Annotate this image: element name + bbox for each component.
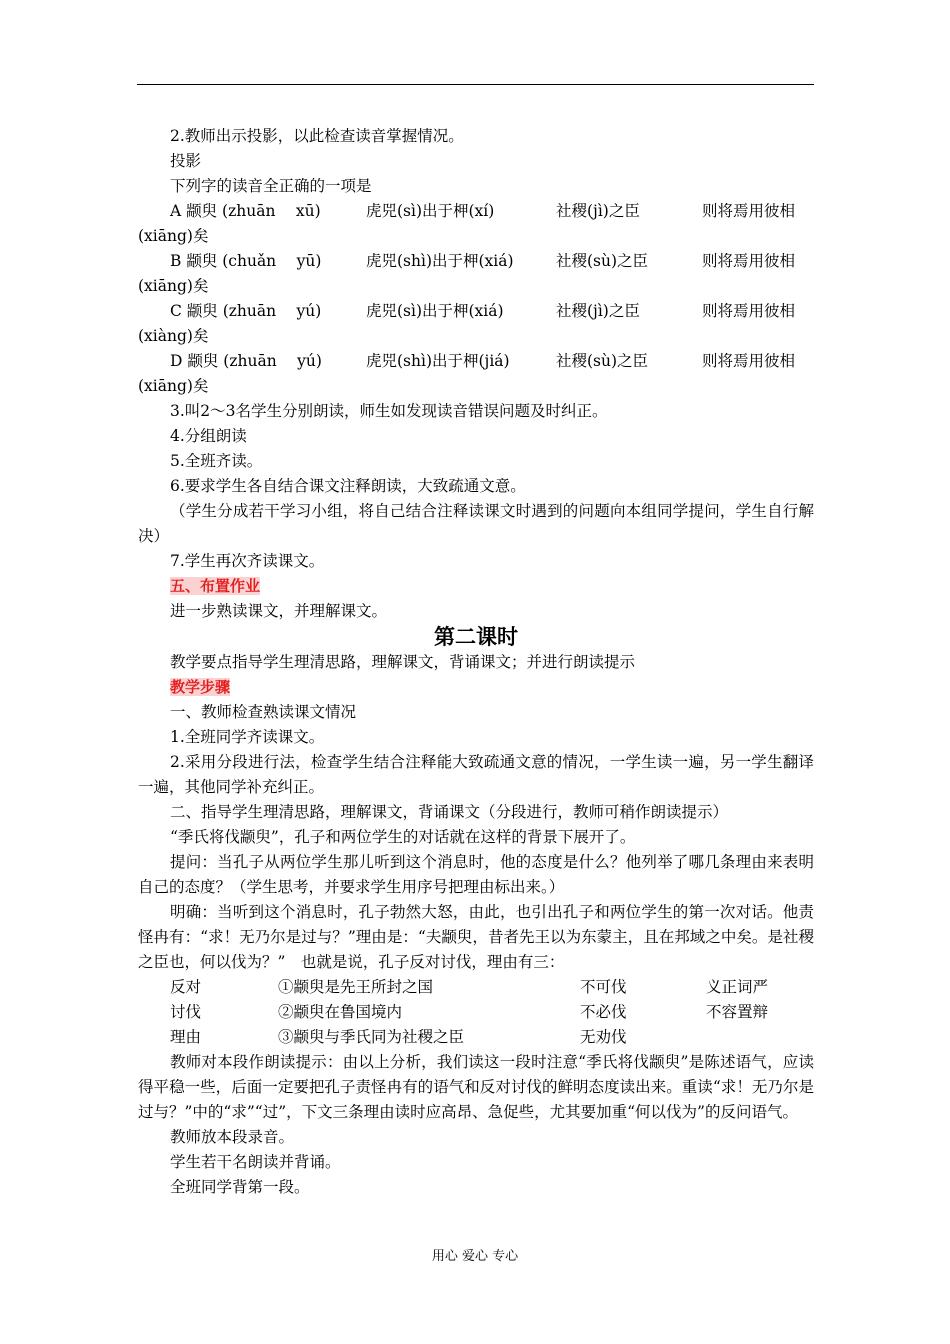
- option-part: 虎兕(shì)出于柙(jiá): [366, 352, 510, 370]
- page-footer: 用心 爱心 专心: [431, 1249, 519, 1264]
- option-part: B 颛臾 (chuǎn yū): [170, 252, 322, 270]
- reason-cell: 反对: [170, 978, 202, 996]
- paragraph: 4.分组朗读: [170, 427, 247, 445]
- option-part: 社稷(sù)之臣: [556, 252, 649, 270]
- paragraph: 3.叫2～3名学生分别朗读，师生如发现读音错误问题及时纠正。: [170, 402, 608, 420]
- option-part: 则将焉用彼相: [702, 252, 796, 270]
- paragraph: 2.教师出示投影，以此检查读音掌握情况。: [170, 127, 464, 145]
- paragraph: 学生若干名朗读并背诵。: [170, 1153, 341, 1171]
- option-part: 虎兕(sì)出于柙(xí): [366, 202, 495, 220]
- option-part: 则将焉用彼相: [702, 302, 796, 320]
- option-part: A 颛臾 (zhuān xū): [170, 202, 321, 220]
- option-part: 则将焉用彼相: [702, 352, 796, 370]
- paragraph: 教学要点指导学生理清思路，理解课文，背诵课文；并进行朗读提示: [170, 653, 636, 671]
- reason-row: [138, 975, 814, 1000]
- option-continuation: (xiāng)矣: [138, 277, 209, 295]
- paragraph: 进一步熟读课文，并理解课文。: [170, 602, 388, 620]
- reason-cell: ③颛臾与季氏同为社稷之臣: [278, 1028, 465, 1046]
- paragraph: 2.采用分段进行法，检查学生结合注释能大致疏通文意的情况，一学生读一遍，另一学生翻译一遍，其他同学补充纠正。: [138, 753, 814, 796]
- section-heading-homework: [138, 574, 814, 599]
- option-part: 社稷(sù)之臣: [556, 352, 649, 370]
- option-part: 虎兕(shì)出于柙(xiá): [366, 252, 514, 270]
- steps-title: 教学步骤: [170, 678, 231, 696]
- paragraph: 全班同学背第一段。: [170, 1178, 310, 1196]
- option-b-line: [138, 249, 814, 274]
- document-body: [138, 124, 814, 1200]
- paragraph: 1.全班同学齐读课文。: [170, 728, 325, 746]
- option-continuation: (xiāng)矣: [138, 227, 209, 245]
- option-part: 社稷(jì)之臣: [556, 202, 640, 220]
- paragraph: 下列字的读音全正确的一项是: [170, 177, 372, 195]
- paragraph: 投影: [170, 152, 202, 170]
- option-part: C 颛臾 (zhuān yú): [170, 302, 322, 320]
- option-part: 社稷(jì)之臣: [556, 302, 640, 320]
- reason-cell: [706, 1025, 814, 1050]
- header-rule: [137, 84, 814, 85]
- paragraph: 教师对本段作朗读提示：由以上分析，我们读这一段时注意“季氏将伐颛臾”是陈述语气，应读得平稳一些，后面一定要把孔子责怪冉有的语气和反对讨伐的鲜明态度读出来。重读“求！无乃尔是过与？”中的“求”“过”，下文三条理由读时应高昂、急促些，尤其要加重“何以伐为”的反问语气。: [138, 1053, 814, 1121]
- paragraph: 明确：当听到这个消息时，孔子勃然大怒，由此，也引出孔子和两位学生的第一次对话。他责怪冉有：“求！无乃尔是过与？”理由是：“夫颛臾，昔者先王以为东蒙主，且在邦域之中矣。是社稷之臣也，何以伐为？” 也就是说，孔子反对讨伐，理由有三：: [138, 903, 814, 971]
- section-heading-steps: [138, 675, 814, 700]
- paragraph: （学生分成若干学习小组，将自己结合注释读课文时遇到的问题向本组同学提问，学生自行解决）: [138, 502, 814, 545]
- paragraph: 一、教师检查熟读课文情况: [170, 703, 357, 721]
- option-part: D 颛臾 (zhuān yú): [170, 352, 322, 370]
- option-continuation: (xiàng)矣: [138, 327, 209, 345]
- homework-title: 五、布置作业: [170, 577, 261, 595]
- option-a-line: [138, 199, 814, 224]
- reason-cell: 讨伐: [170, 1003, 202, 1021]
- reason-row: [138, 1000, 814, 1025]
- paragraph: “季氏将伐颛臾”，孔子和两位学生的对话就在这样的背景下展开了。: [170, 828, 636, 846]
- lesson-title: 第二课时: [434, 625, 518, 649]
- paragraph: 5.全班齐读。: [170, 452, 263, 470]
- reason-cell: ①颛臾是先王所封之国: [278, 978, 434, 996]
- reason-cell: 义正词严: [706, 978, 769, 996]
- option-part: 虎兕(sì)出于柙(xiá): [366, 302, 504, 320]
- paragraph: 二、指导学生理清思路，理解课文，背诵课文（分段进行，教师可稍作朗读提示）: [170, 803, 729, 821]
- reason-row: [138, 1025, 814, 1050]
- option-continuation: (xiāng)矣: [138, 377, 209, 395]
- paragraph: 教师放本段录音。: [170, 1128, 295, 1146]
- option-d-line: [138, 349, 814, 374]
- reason-cell: 无劝伐: [580, 1028, 627, 1046]
- paragraph: 7.学生再次齐读课文。: [170, 552, 325, 570]
- reason-cell: 不可伐: [580, 978, 627, 996]
- reason-cell: 不必伐: [580, 1003, 627, 1021]
- paragraph: 提问：当孔子从两位学生那儿听到这个消息时，他的态度是什么？他列举了哪几条理由来表明自己的态度？（学生思考，并要求学生用序号把理由标出来。）: [138, 853, 814, 896]
- option-part: 则将焉用彼相: [702, 202, 796, 220]
- reason-cell: 理由: [170, 1028, 202, 1046]
- reason-cell: ②颛臾在鲁国境内: [278, 1003, 403, 1021]
- option-c-line: [138, 299, 814, 324]
- reason-cell: 不容置辩: [706, 1003, 769, 1021]
- paragraph: 6.要求学生各自结合课文注释朗读，大致疏通文意。: [170, 477, 526, 495]
